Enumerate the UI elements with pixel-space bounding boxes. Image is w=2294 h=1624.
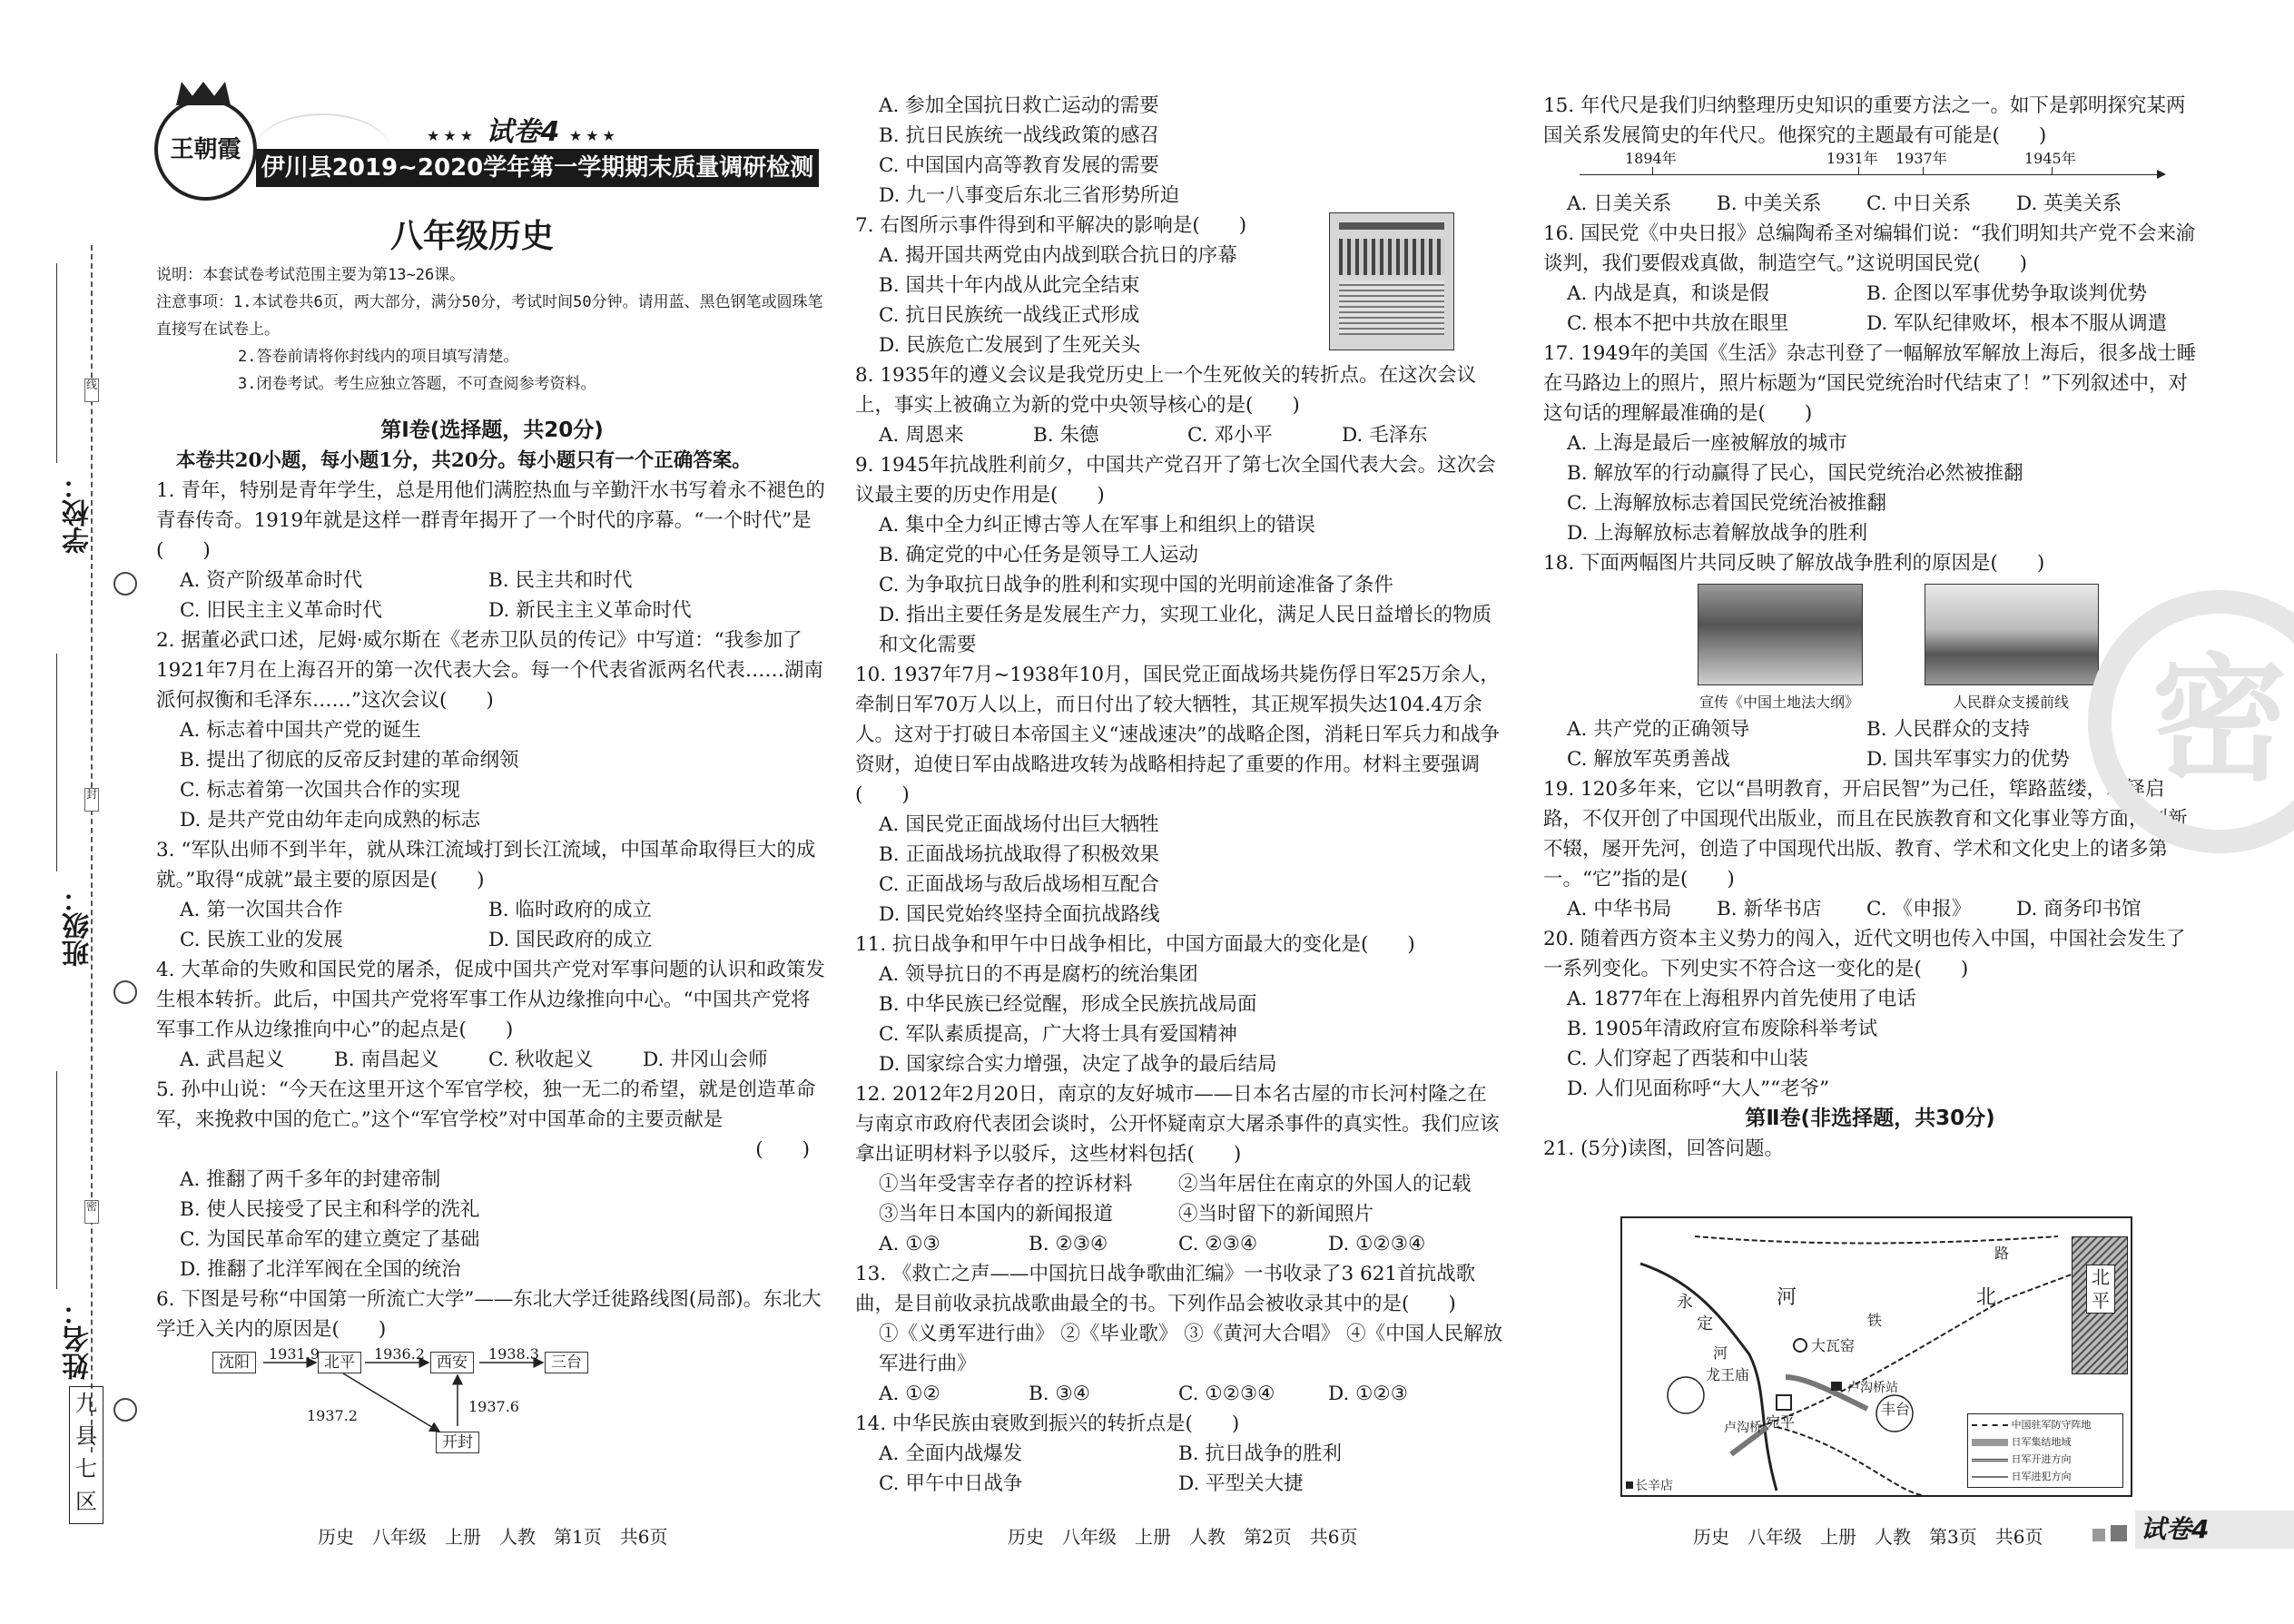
option[interactable]: A. ①③	[879, 1233, 940, 1255]
option[interactable]: D. 推翻了北洋军阀在全国的统治	[180, 1258, 461, 1281]
option[interactable]: C. 标志着第一次国共合作的实现	[180, 779, 460, 802]
question-5	[156, 1075, 828, 1284]
timeline	[1543, 151, 2197, 189]
material-item: ②当年居住在南京的外国人的记载	[1178, 1173, 1472, 1196]
option[interactable]: D. 平型关大捷	[1178, 1472, 1304, 1495]
seal-mark: 线	[84, 379, 99, 402]
option[interactable]: B. 新华书店	[1717, 898, 1822, 920]
arrow-right-icon	[2157, 170, 2166, 179]
map-label: 铁	[1867, 1312, 1883, 1329]
option[interactable]: D. 商务印书馆	[2016, 898, 2141, 920]
question-16	[1543, 219, 2197, 339]
option[interactable]: A. 标志着中国共产党的诞生	[180, 719, 421, 742]
image-caption: 宣传《中国土地法大纲》	[1698, 694, 1859, 711]
option[interactable]: D. 井冈山会师	[643, 1048, 768, 1071]
material-item: ①《义勇军进行曲》	[879, 1323, 1055, 1345]
column-1	[156, 416, 828, 1453]
route-date: 1937.6	[468, 1398, 519, 1415]
map-legend: 中国驻军防守阵地 日军集结地域 日军开进方向 日军进犯方向	[1967, 1413, 2123, 1488]
seal-mark: 封	[84, 788, 99, 812]
footer-page-1: 历史 八年级 上册 人教 第1页 共6页	[318, 1526, 668, 1548]
logo-text: 王朝霞	[170, 136, 241, 163]
brand-logo	[154, 98, 257, 201]
option[interactable]: B. 国共十年内战从此完全结束	[879, 274, 1140, 297]
option[interactable]: D. 九一八事变后东北三省形势所迫	[879, 184, 1180, 207]
question-stem: 5. 孙中山说：“今天在这里开这个军官学校，独一无二的希望，就是创造革命军，来挽救中国的危亡。”这个“军官学校”对中国革命的主要贡献是	[156, 1078, 816, 1131]
map-label: 河	[1777, 1286, 1797, 1309]
question-stem: 11. 抗日战争和甲午中日战争相比，中国方面最大的变化是( )	[855, 933, 1415, 956]
option[interactable]: A. 1877年在上海租界内首先使用了电话	[1567, 988, 1916, 1010]
option[interactable]: C. ②③④	[1178, 1233, 1258, 1255]
part1-title: 第Ⅰ卷(选择题，共20分)	[380, 418, 604, 442]
route-diagram	[156, 1344, 828, 1453]
question-14	[855, 1409, 1504, 1499]
option[interactable]: B. ③④	[1029, 1383, 1091, 1405]
footer-page-2: 历史 八年级 上册 人教 第2页 共6页	[1008, 1526, 1358, 1548]
question-15	[1543, 91, 2197, 219]
option[interactable]: D. 国共军事实力的优势	[1866, 748, 2070, 771]
option[interactable]: B. 抗日民族统一战线政策的感召	[879, 124, 1159, 147]
question-stem: 20. 随着西方资本主义势力的闯入，近代文明也传入中国，中国社会发生了一系列变化。下列史实不符合这一变化的是( )	[1543, 928, 2186, 980]
question-10	[855, 660, 1504, 930]
material-item: ②《毕业歌》	[1060, 1323, 1178, 1345]
option[interactable]: C. 为争取抗日战争的胜利和实现中国的光明前途准备了条件	[879, 574, 1393, 596]
material-item: ③《黄河大合唱》	[1184, 1323, 1341, 1345]
option[interactable]: C. 抗日民族统一战线正式形成	[879, 304, 1140, 327]
lugouqiao-map	[1620, 1216, 2132, 1497]
timeline-year: 1937年	[1895, 150, 1947, 167]
timeline-year: 1945年	[2024, 150, 2076, 167]
subject-title: 八年级历史	[389, 218, 554, 255]
punch-hole	[113, 980, 137, 1004]
option[interactable]: B. 民主共和时代	[488, 569, 633, 592]
exam-notes: 说明：本套试卷考试范围主要为第13~26课。 注意事项：1.本试卷共6页，两大部分，满分50分，考试时间50分钟。请用蓝、黑色钢笔或圆珠笔直接写在试卷上。 2.答卷前请将你封线内的项目填写清楚。 3.闭卷考试。考生应独立答题，不可查阅参考资料。	[156, 266, 823, 393]
option[interactable]: B. 朱德	[1033, 424, 1099, 447]
option[interactable]: C. 秋收起义	[488, 1048, 594, 1071]
exam-title: 伊川县2019~2020学年第一学期期末质量调研检测试卷	[256, 149, 819, 187]
option[interactable]: D. 国民党始终坚持全面抗战路线	[879, 903, 1160, 926]
option[interactable]: B. ②③④	[1029, 1233, 1108, 1255]
question-stem: 6. 下图是号称“中国第一所流亡大学”——东北大学迁徙路线图(局部)。东北大学迁入关内的原因是( )	[156, 1288, 822, 1341]
series-label: ★★★ 试卷4 ★★★	[427, 116, 619, 148]
option[interactable]: D. 军队纪律败坏，根本不服从调遣	[1866, 312, 2168, 335]
part1-instruction: 本卷共20小题，每小题1分，共20分。每小题只有一个正确答案。	[176, 449, 752, 472]
name-field[interactable]	[56, 1071, 57, 1289]
question-12	[855, 1079, 1504, 1259]
column-3	[1543, 91, 2197, 1164]
question-stem: 12. 2012年2月20日，南京的友好城市——日本名古屋的市长河村隆之在与南京市政府代表团会谈时，公开怀疑南京大屠杀事件的真实性。我们应该拿出证明材料予以驳斥，这些材料包括( )	[855, 1083, 1500, 1166]
option[interactable]: B. 确定党的中心任务是领导工人运动	[879, 544, 1198, 566]
option[interactable]: A. 共产党的正确领导	[1567, 718, 1750, 741]
map-label: 定	[1697, 1314, 1713, 1334]
option[interactable]: D. ①②③	[1328, 1383, 1408, 1405]
option[interactable]: A. 第一次国共合作	[180, 899, 343, 921]
option[interactable]: B. 人民群众的支持	[1866, 718, 2030, 741]
option[interactable]: D. 指出主要任务是发展生产力，实现工业化，满足人民日益增长的物质和文化需要	[879, 604, 1492, 656]
map-label: 卢沟桥	[1724, 1421, 1762, 1435]
question-4	[156, 955, 828, 1075]
question-13	[855, 1259, 1504, 1409]
question-1	[156, 476, 828, 625]
city-box: 三台	[545, 1352, 588, 1373]
option[interactable]: A. 上海是最后一座被解放的城市	[1567, 432, 1847, 455]
option[interactable]: A. 资产阶级革命时代	[180, 569, 363, 592]
question-stem: 4. 大革命的失败和国民党的屠杀，促成中国共产党对军事问题的认识和政策发生根本转折。此后，中国共产党将军事工作从边缘推向中心。“中国共产党将军事工作从边缘推向中心”的起点是( )	[156, 959, 825, 1041]
option[interactable]: B. 中美关系	[1717, 192, 1822, 215]
footer-page-3: 历史 八年级 上册 人教 第3页 共6页	[1693, 1526, 2043, 1548]
question-stem: 1. 青年，特别是青年学生，总是用他们满腔热血与辛勤汗水书写着永不褪色的青春传奇。1919年就是这样一群青年揭开了一个时代的序幕。“一个时代”是( )	[156, 479, 825, 562]
question-stem: 14. 中华民族由衰败到振兴的转折点是( )	[855, 1412, 1240, 1435]
option[interactable]: C. 为国民革命军的建立奠定了基础	[180, 1228, 480, 1251]
option[interactable]: D. ①②③④	[1328, 1233, 1426, 1255]
option[interactable]: D. 民族危亡发展到了生死关头	[879, 334, 1141, 357]
map-label: 宛平	[1766, 1413, 1796, 1431]
question-stem: 18. 下面两幅图片共同反映了解放战争胜利的原因是( )	[1543, 552, 2045, 575]
school-label: 学校：	[63, 472, 94, 554]
timeline-axis	[1580, 174, 2161, 175]
option[interactable]: C. 《申报》	[1866, 898, 1972, 920]
part2-title: 第Ⅱ卷(非选择题，共30分)	[1745, 1107, 1995, 1130]
option[interactable]: D. 英美关系	[2016, 192, 2122, 215]
option[interactable]: C. 军队素质提高，广大将士具有爱国精神	[879, 1023, 1237, 1046]
question-stem: 13. 《救亡之声——中国抗日战争歌曲汇编》一书收录了3 621首抗战歌曲，是目前收录抗战歌曲最全的书。下列作品会被收录其中的是( )	[855, 1263, 1476, 1315]
photo-land-reform	[1698, 584, 1863, 685]
option[interactable]: A. 揭开国共两党由内战到联合抗日的序幕	[879, 244, 1237, 267]
class-label: 班级：	[63, 885, 94, 967]
region-box: 九 县 七 区	[69, 1386, 103, 1524]
option[interactable]: C. 人们穿起了西装和中山装	[1567, 1048, 1808, 1070]
option[interactable]: B. 企图以军事优势争取谈判优势	[1866, 282, 2147, 305]
seal-mark: 密	[84, 1200, 99, 1224]
option[interactable]: C. 上海解放标志着国民党统治被推翻	[1567, 492, 1886, 515]
question-20	[1543, 924, 2197, 1104]
option[interactable]: B. 使人民接受了民主和科学的洗礼	[180, 1198, 480, 1221]
question-stem: 17. 1949年的美国《生活》杂志刊登了一幅解放军解放上海后，很多战士睡在马路边上的照片，照片标题为“国民党统治时代结束了！”下列叙述中，对这句话的理解最准确的是( )	[1543, 342, 2197, 425]
option[interactable]: A. 国民党正面战场付出巨大牺牲	[879, 813, 1159, 836]
question-17	[1543, 339, 2197, 548]
question-stem: 2. 据董必武口述，尼姆·威尔斯在《老赤卫队员的传记》中写道：“我参加了1921年7月在上海召开的第一次代表大会。每一个代表省派两名代表……湖南派何叔衡和毛泽东……”这次会议( )	[156, 629, 823, 712]
option[interactable]: A. 武昌起义	[180, 1048, 285, 1071]
question-stem: 9. 1945年抗战胜利前夕，中国共产党召开了第七次全国代表大会。这次会议最主要的历史作用是( )	[855, 454, 1496, 507]
map-label: 路	[1994, 1245, 2010, 1262]
option[interactable]: C. 解放军英勇善战	[1567, 748, 1730, 771]
option[interactable]: D. 国民政府的成立	[488, 929, 653, 951]
option[interactable]: D. 人们见面称呼“大人”“老爷”	[1567, 1078, 1830, 1100]
school-field[interactable]	[56, 263, 57, 463]
option[interactable]: A. 领导抗日的不再是腐朽的统治集团	[879, 963, 1198, 986]
material-item: ④当时留下的新闻照片	[1178, 1203, 1374, 1225]
option[interactable]: C. ①②③④	[1178, 1383, 1275, 1405]
question-9	[855, 450, 1504, 660]
punch-hole	[113, 1398, 137, 1422]
route-date: 1938.3	[488, 1345, 539, 1363]
map-label: 河	[1713, 1344, 1728, 1362]
option[interactable]: C. 中国国内高等教育发展的需要	[879, 154, 1159, 177]
secret-stamp: 密	[2088, 590, 2294, 853]
question-stem: 15. 年代尺是我们归纳整理历史知识的重要方法之一。如下是郭明探究某两国关系发展简史的年代尺。他探究的主题最有可能是( )	[1543, 94, 2186, 147]
route-date: 1936.2	[374, 1345, 425, 1363]
route-date: 1931.9	[269, 1345, 320, 1363]
option[interactable]: D. 上海解放标志着解放战争的胜利	[1567, 522, 1868, 545]
crown-icon	[176, 82, 231, 105]
option[interactable]: A. 推翻了两千多年的封建帝制	[180, 1168, 441, 1191]
option[interactable]: A. 集中全力纠正博古等人在军事上和组织上的错误	[879, 514, 1315, 536]
city-box: 北平	[318, 1352, 361, 1373]
punch-hole	[113, 572, 137, 595]
option[interactable]: B. 提出了彻底的反帝反封建的革命纲领	[180, 749, 519, 772]
option[interactable]: C. 正面战场与敌后战场相互配合	[879, 873, 1159, 896]
material-item: ④《中国人民解放军进行曲》	[879, 1323, 1503, 1375]
option[interactable]: B. 抗日战争的胜利	[1178, 1442, 1342, 1465]
question-3	[156, 835, 828, 955]
question-stem: 19. 120多年来，它以“昌明教育，开启民智”为己任，筚路蓝缕，木铎启路，不仅开创了中国现代出版业，而且在民族教育和文化事业等方面，创新不辍，屡开先河，创造了中国现代出版、教育、学术和文化史上的诸多第一。“它”指的是( )	[1543, 778, 2188, 891]
option[interactable]: C. 邓小平	[1187, 424, 1273, 447]
question-stem: 7. 右图所示事件得到和平解决的影响是( )	[855, 214, 1247, 237]
material-item: ③当年日本国内的新闻报道	[879, 1203, 1114, 1225]
option[interactable]: B. 正面战场抗战取得了积极效果	[879, 843, 1159, 866]
option[interactable]: C. 民族工业的发展	[180, 929, 343, 951]
decorative-square	[2111, 1525, 2127, 1541]
question-11	[855, 930, 1504, 1079]
map-label: 丰台	[1881, 1401, 1911, 1418]
photo-support-front	[1925, 584, 2099, 685]
footer-tag: 试卷4	[2135, 1511, 2294, 1549]
option[interactable]: C. 甲午中日战争	[879, 1472, 1023, 1495]
timeline-year: 1894年	[1625, 150, 1677, 167]
option[interactable]: B. 解放军的行动赢得了民心，国民党统治必然被推翻	[1567, 462, 2023, 485]
binding-strip	[0, 0, 136, 1624]
binding-line	[91, 245, 93, 1452]
decorative-square	[2092, 1529, 2105, 1541]
route-date: 1937.2	[307, 1407, 358, 1424]
option[interactable]: C. 根本不把中共放在眼里	[1567, 312, 1789, 335]
city-box: 开封	[436, 1432, 479, 1453]
option[interactable]: C. 中日关系	[1866, 192, 1972, 215]
image-caption: 人民群众支援前线	[1952, 694, 2069, 711]
option[interactable]: A. 周恩来	[879, 424, 964, 447]
option[interactable]: A. 参加全国抗日救亡运动的需要	[879, 94, 1159, 117]
option[interactable]: A. 中华书局	[1567, 898, 1672, 920]
city-box: 沈阳	[212, 1352, 256, 1373]
option[interactable]: D. 国家综合实力增强，决定了战争的最后结局	[879, 1053, 1277, 1076]
city-box: 西安	[430, 1352, 474, 1373]
question-stem: 8. 1935年的遵义会议是我党历史上一个生死攸关的转折点。在这次会议上，事实上被确立为新的党中央领导核心的是( )	[855, 364, 1477, 417]
option[interactable]: B. 1905年清政府宣布废除科举考试	[1567, 1018, 1878, 1040]
question-6	[156, 1284, 828, 1453]
option[interactable]: B. 临时政府的成立	[488, 899, 652, 921]
option[interactable]: B. 中华民族已经觉醒，形成全民族抗战局面	[879, 993, 1257, 1016]
map-label: 龙王庙	[1706, 1366, 1750, 1383]
option[interactable]: A. 日美关系	[1567, 192, 1672, 215]
map-label: 永	[1677, 1293, 1693, 1312]
beiping-block: 北平	[2072, 1236, 2128, 1374]
question-2	[156, 625, 828, 835]
option[interactable]: C. 旧民主主义革命时代	[180, 599, 382, 622]
option[interactable]: A. 内战是真，和谈是假	[1567, 282, 1769, 305]
option[interactable]: D. 是共产党由幼年走向成熟的标志	[180, 809, 481, 832]
question-7	[855, 211, 1504, 360]
option[interactable]: B. 南昌起义	[334, 1048, 439, 1071]
answer-bracket[interactable]: ( )	[755, 1138, 810, 1161]
question-21: 21. (5分)读图，回答问题。	[1543, 1137, 1784, 1160]
option[interactable]: D. 毛泽东	[1342, 424, 1428, 447]
question-19	[1543, 774, 2197, 924]
option[interactable]: A. 全面内战爆发	[879, 1442, 1023, 1465]
option[interactable]: A. ①②	[879, 1383, 940, 1405]
question-stem: 16. 国民党《中央日报》总编陶希圣对编辑们说：“我们明知共产党不会来渝谈判，我们要假戏真做，制造空气。”这说明国民党( )	[1543, 222, 2196, 275]
question-8	[855, 360, 1504, 450]
class-field[interactable]	[56, 654, 57, 871]
newspaper-image	[1329, 212, 1454, 350]
name-label: 姓名：	[63, 1298, 94, 1380]
timeline-year: 1931年	[1826, 150, 1878, 167]
question-stem: 3. “军队出师不到半年，就从珠江流域打到长江流域，中国革命取得巨大的成就。”取得“成就”最主要的原因是( )	[156, 839, 816, 891]
question-stem: 10. 1937年7月~1938年10月，国民党正面战场共毙伤俘日军25万余人，牵制日军70万人以上，而日付出了较大牺牲，其正规军损失达104.4万余人。这对于打破日本帝国主义“速战速决”的战略企图，消耗日军兵力和战争资财，迫使日军由战略进攻转为战略相持起了重要的作用。材料主要强调( )	[855, 664, 1500, 806]
map-label: 卢沟桥站	[1847, 1381, 1898, 1395]
material-item: ①当年受害幸存者的控诉材料	[879, 1173, 1133, 1196]
map-label: 长辛店	[1635, 1479, 1673, 1493]
map-label: 北	[1976, 1286, 1997, 1309]
option[interactable]: D. 新民主主义革命时代	[488, 599, 692, 622]
column-2	[855, 91, 1504, 1499]
map-label: 大瓦窑	[1811, 1337, 1856, 1354]
